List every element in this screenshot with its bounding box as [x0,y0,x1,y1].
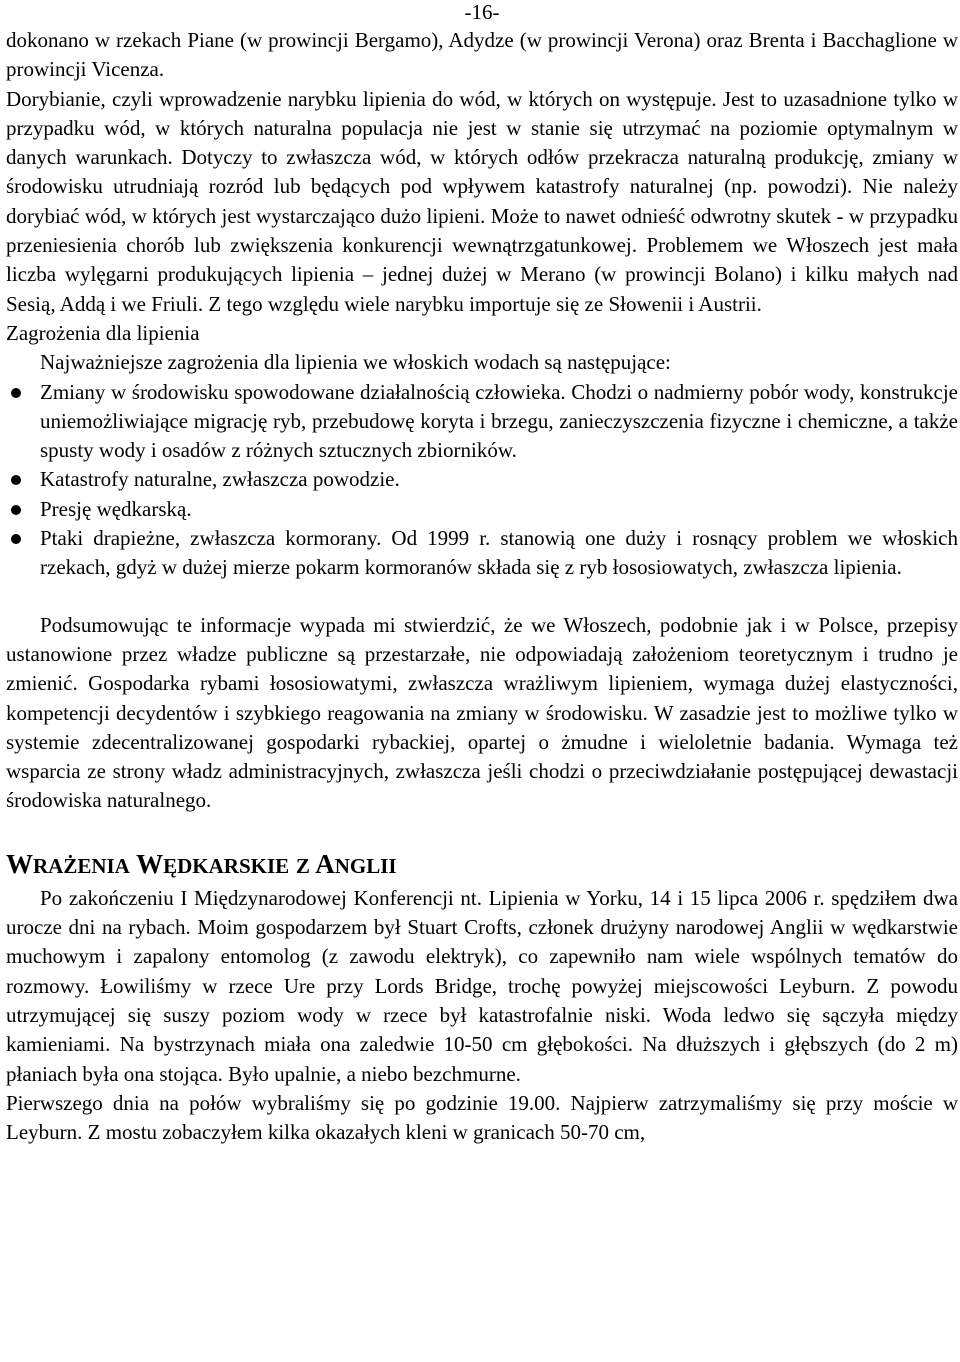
section-heading-england: WRAŻENIA WĘDKARSKIE Z ANGLII [6,848,397,879]
paragraph-rivers: dokonano w rzekach Piane (w prowincji Bergamo), Adydze (w prowincji Verona) oraz Brenta i Bacchaglione w prowincji Vicenza. [6,28,958,82]
restocking-term: Dorybianie [6,86,101,111]
bullet-icon [11,475,21,485]
threats-heading: Zagrożenia dla lipienia [6,320,200,345]
threat-item-natural-disasters: Katastrofy naturalne, zwłaszcza powodzie. [6,465,958,494]
document-page [6,0,958,1147]
restocking-text: , czyli wprowadzenie narybku lipienia do wód, w których on występuje. Jest to uzasadnione tylko w przypadku wód, w których naturalna populacja nie jest w stanie się utrzymać na poziomie optymalnym w danych warunkach. Dotyczy to zwłaszcza wód, w których odłów przekracza naturalną produkcję, zmiany w środowisku utrudniają rozród lub będących pod wpływem katastrofy naturalnej (np. powodzi). Nie należy dorybiać wód, w których jest wystarczająco dużo lipieni. Może to nawet odnieść odwrotny skutek - w przypadku przeniesienia chorób lub zwiększenia konkurencji wewnątrzgatunkowej. Problemem we Włoszech jest mała liczba wylęgarni produkujących lipienia – jednej dużej w Merano (w prowincji Bolano) i kilku małych nad Sesią, Addą i we Friuli. Z tego względu wiele narybku importuje się ze Słowenii i Austrii. [6,86,958,316]
bullet-icon [11,505,21,515]
paragraph-england-intro: Po zakończeniu I Międzynarodowej Konferencji nt. Lipienia w Yorku, 14 i 15 lipca 2006 r. spędziłem dwa urocze dni na rybach. Moim gospodarzem był Stuart Crofts, członek drużyny narodowej Anglii w wędkarstwie muchowym i zapalony entomolog (z zawodu elektryk), co zapewniło nam wiele wspólnych tematów do rozmowy. Łowiliśmy w rzece Ure przy Lords Bridge, trochę powyżej miejscowości Leyburn. Z powodu utrzymującej się suszy poziom wody w rzece był katastrofalnie niski. Woda ledwo się sączyła między kamieniami. Na bystrzynach miała ona zaledwie 10-50 cm głębokości. Na dłuższych i głębszych (do 2 m) płaniach była ona stojąca. Było upalnie, a niebo bezchmurne. [6,885,958,1086]
page-number: -16- [464,0,500,24]
threat-item-predatory-birds: Ptaki drapieżne, zwłaszcza kormorany. Od 1999 r. stanowią one duży i rosnący problem we włoskich rzekach, gdyż w dużej mierze pokarm kormoranów składa się z ryb łososiowatych, zwłaszcza lipienia. [6,524,958,583]
threat-item-human-impact: Zmiany w środowisku spowodowane działalnością człowieka. Chodzi o nadmierny pobór wody, konstrukcje uniemożliwiające migrację ryb, przebudowę koryta i brzegu, zanieczyszczenia fizyczne i chemiczne, a także spusty wody i osadów z różnych sztucznych zbiorników. [6,378,958,466]
paragraph-summary: Podsumowując te informacje wypada mi stwierdzić, że we Włoszech, podobnie jak i w Polsce, przepisy ustanowione przez władze publiczne są przestarzałe, nie odpowiadają założeniom teoretycznym i trudno je zmienić. Gospodarka rybami łososiowatymi, zwłaszcza wrażliwym lipieniem, wymaga dużej elastyczności, kompetencji decydentów i szybkiego reagowania na zmiany w środowisku. W zasadzie jest to możliwe tylko w systemie zdecentralizowanej gospodarki rybackiej, opartej o żmudne i wieloletnie badania. Wymaga też wsparcia ze strony władz administracyjnych, zwłaszcza jeśli chodzi o przeciwdziałanie postępującej dewastacji środowiska naturalnego. [6,612,958,813]
paragraph-england-first-day: Pierwszego dnia na połów wybraliśmy się po godzinie 19.00. Najpierw zatrzymaliśmy się przy moście w Leyburn. Z mostu zobaczyłem kilka okazałych kleni w granicach 50-70 cm, [6,1090,958,1145]
paragraph-restocking [6,85,958,319]
bullet-icon [11,388,21,398]
threat-item-angling-pressure: Presję wędkarską. [6,495,958,524]
threats-intro: Najważniejsze zagrożenia dla lipienia we włoskich wodach są następujące: [40,350,671,375]
bullet-icon [11,534,21,544]
threats-list [6,378,958,583]
